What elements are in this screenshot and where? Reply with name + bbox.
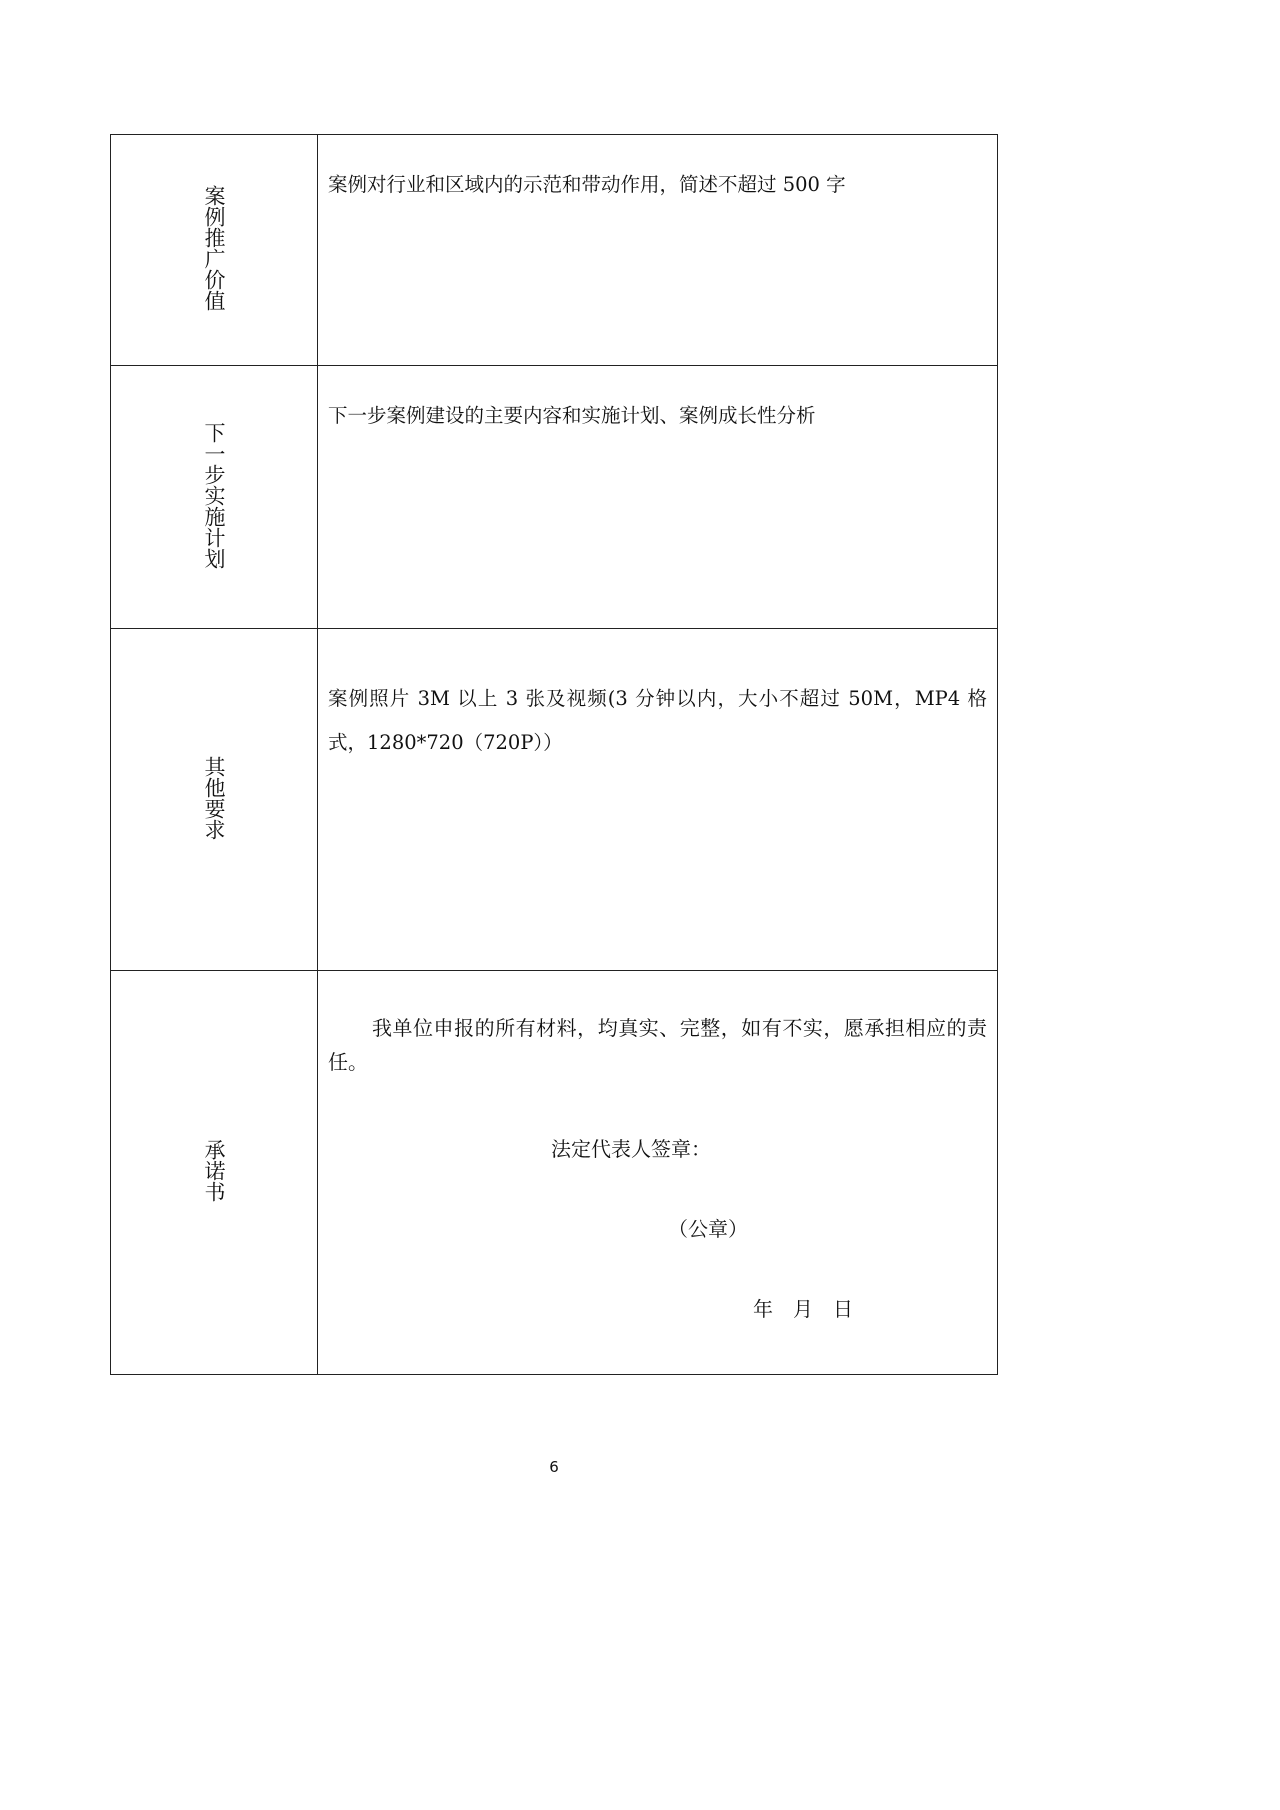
row-content-cell	[318, 366, 998, 629]
signature-label: 法定代表人签章：	[551, 1137, 711, 1161]
row-label-other-requirements: 其他要求	[202, 755, 226, 840]
row-content-other-requirements: 案例照片 3M 以上 3 张及视频(3 分钟以内，大小不超过 50M，MP4 格式，1280*720（720P））	[328, 687, 987, 754]
table-row-commitment	[111, 971, 998, 1375]
row-content-next-step-plan: 下一步案例建设的主要内容和实施计划、案例成长性分析	[328, 404, 816, 427]
row-content-cell	[318, 971, 998, 1375]
table-row-promotion-value	[111, 135, 998, 366]
page-number: 6	[549, 1458, 559, 1476]
table-row-next-step-plan	[111, 366, 998, 629]
date-label: 年 月 日	[753, 1297, 853, 1321]
row-content-cell	[318, 135, 998, 366]
row-label-promotion-value: 案例推广价值	[202, 185, 226, 311]
row-label-cell	[111, 366, 318, 629]
row-content-cell	[318, 629, 998, 971]
row-label-cell	[111, 629, 318, 971]
row-label-next-step-plan: 下一步实施计划	[202, 421, 226, 569]
table-row-other-requirements	[111, 629, 998, 971]
row-label-commitment: 承诺书	[202, 1139, 226, 1202]
commitment-content	[318, 971, 997, 1333]
row-label-cell	[111, 971, 318, 1375]
application-form-table	[110, 134, 998, 1375]
seal-label: （公章）	[668, 1217, 748, 1241]
commitment-paragraph: 我单位申报的所有材料，均真实、完整，如有不实，愿承担相应的责任。	[328, 1016, 987, 1074]
row-label-cell	[111, 135, 318, 366]
row-content-promotion-value: 案例对行业和区域内的示范和带动作用，简述不超过 500 字	[328, 173, 846, 196]
